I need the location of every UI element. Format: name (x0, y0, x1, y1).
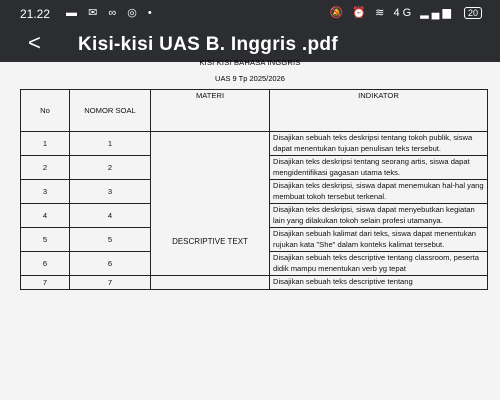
battery-icon: 20 (464, 7, 482, 19)
cell-soal: 2 (70, 156, 151, 180)
cell-indikator: Disajikan teks deskripsi tentang seorang artis, siswa dapat mengidentifikasi gagasan utama teks. (270, 156, 488, 180)
cell-no: 5 (21, 228, 70, 252)
cell-no: 4 (21, 204, 70, 228)
wifi-icon: ≋ (375, 7, 388, 19)
cell-soal: 5 (70, 228, 151, 252)
mail-icon: ✉ (88, 7, 102, 19)
system-icons (330, 6, 482, 19)
alarm-icon: ⏰ (352, 7, 370, 19)
status-bar (0, 0, 500, 26)
cell-soal: 7 (70, 276, 151, 290)
top-bar (0, 0, 500, 62)
cell-indikator: Disajikan sebuah kalimat dari teks, siswa dapat menentukan rujukan kata "She" dalam konteks kalimat tersebut. (270, 228, 488, 252)
cell-soal: 6 (70, 252, 151, 276)
header-indikator: INDIKATOR (270, 90, 488, 132)
header-no: No (21, 90, 70, 132)
dot-icon: • (147, 7, 156, 19)
mute-icon: 🔕 (329, 7, 347, 19)
cell-indikator: Disajikan sebuah teks deskripsi tentang tokoh publik, siswa dapat menentukan tujuan penulisan teks tersebut. (270, 132, 488, 156)
cell-materi-empty (151, 276, 270, 290)
cell-soal: 1 (70, 132, 151, 156)
doc-heading: KISI KISI BAHASA INGGRIS (199, 58, 301, 67)
document-title: Kisi-kisi UAS B. Inggris .pdf (78, 34, 338, 55)
status-time: 21.22 (20, 7, 51, 21)
cell-no: 2 (21, 156, 70, 180)
signal-text: 4G (393, 7, 415, 19)
cell-no: 7 (21, 276, 70, 290)
message-icon: ▬ (66, 7, 81, 19)
cell-no: 3 (21, 180, 70, 204)
back-arrow-icon[interactable]: < (28, 30, 41, 55)
cell-soal: 4 (70, 204, 151, 228)
table-header-row (21, 90, 488, 132)
whatsapp-icon: ◎ (127, 7, 141, 19)
cell-materi: DESCRIPTIVE TEXT (151, 132, 270, 276)
table-row (21, 276, 488, 290)
cell-soal: 3 (70, 180, 151, 204)
doc-subheading: UAS 9 Tp 2025/2026 (215, 74, 285, 83)
signal-icon: ▂▄▆ (420, 7, 454, 19)
cell-indikator: Disajikan sebuah teks descriptive tentang classroom, peserta didik mampu menentukan verb yg tepat (270, 252, 488, 276)
cell-no: 6 (21, 252, 70, 276)
header-nomor-soal: NOMOR SOAL (70, 90, 151, 132)
cell-indikator: Disajikan teks deskripsi, siswa dapat menyebutkan kegiatan lain yang dilakukan tokoh selain profesi utamanya. (270, 204, 488, 228)
link-icon: ∞ (108, 7, 121, 19)
header-materi: MATERI (151, 90, 270, 132)
cell-indikator: Disajikan teks deskripsi, siswa dapat menemukan hal-hal yang membuat tokoh tersebut terkenal. (270, 180, 488, 204)
table-row (21, 132, 488, 156)
app-bar (0, 28, 500, 62)
cell-no: 1 (21, 132, 70, 156)
notification-icons (66, 6, 156, 19)
kisi-kisi-table (20, 89, 488, 290)
cell-indikator: Disajikan sebuah teks descriptive tentang (270, 276, 488, 290)
